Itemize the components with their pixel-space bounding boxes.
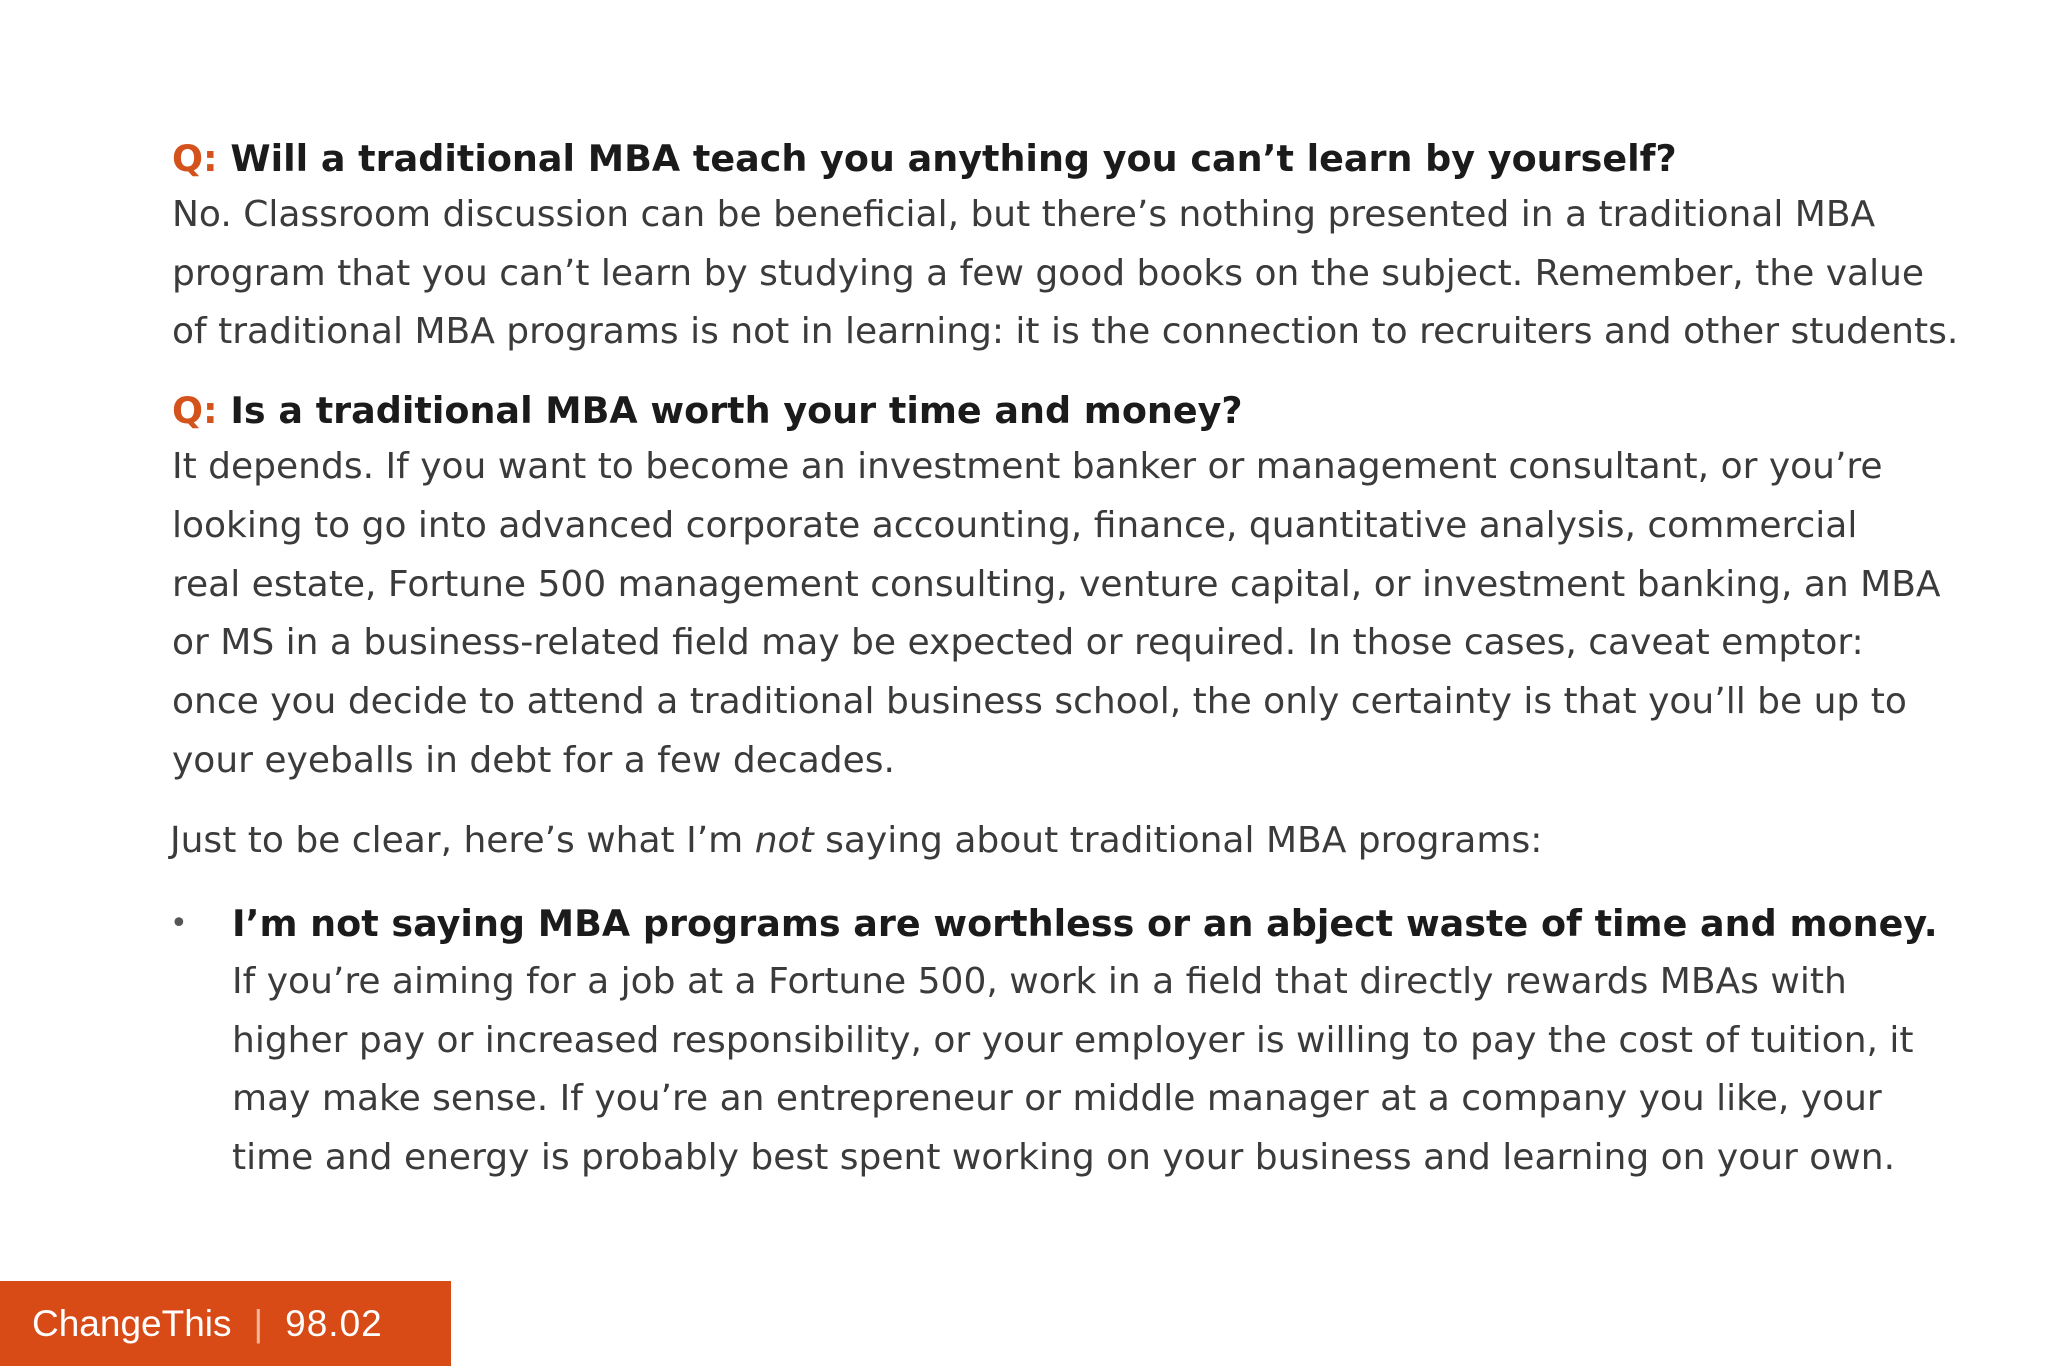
bullet-dot-icon: •	[170, 906, 188, 942]
question-heading	[172, 132, 1892, 186]
answer-line: real estate, Fortune 500 management consulting, venture capital, or investment banking, an MBA	[172, 563, 1941, 605]
footer-issue-number: 98.02	[285, 1302, 383, 1344]
question-prefix: Q:	[172, 389, 218, 433]
bullet-line: time and energy is probably best spent working on your business and learning on your own.	[232, 1137, 1896, 1179]
footer-brand[interactable]: ChangeThis	[32, 1302, 232, 1344]
question-text: Is a traditional MBA worth your time and money?	[230, 389, 1243, 433]
answer-line: No. Classroom discussion can be beneficial, but there’s nothing presented in a traditional MBA	[172, 194, 1876, 235]
answer-line: your eyeballs in debt for a few decades.	[172, 739, 895, 781]
answer-line: It depends. If you want to become an investment banker or management consultant, or you’re	[172, 446, 1883, 488]
bullet-heading: I’m not saying MBA programs are worthless or an abject waste of time and money.	[232, 902, 1938, 946]
clarify-paragraph	[170, 812, 1892, 871]
answer-line: once you decide to attend a traditional business school, the only certainty is that you’ll be up to	[172, 680, 1907, 722]
answer-line: program that you can’t learn by studying a few good books on the subject. Remember, the value	[172, 252, 1925, 294]
qa-block-1	[172, 132, 1959, 362]
answer-line: or MS in a business-related field may be expected or required. In those cases, caveat emptor:	[172, 622, 1864, 664]
document-body	[170, 132, 1959, 1188]
clarify-emphasis: not	[754, 820, 814, 862]
footer-bar	[0, 1281, 451, 1366]
bullet-line: may make sense. If you’re an entrepreneur or middle manager at a company you like, your	[232, 1078, 1882, 1120]
question-text: Will a traditional MBA teach you anything you can’t learn by yourself?	[230, 137, 1677, 180]
answer-line: of traditional MBA programs is not in learning: it is the connection to recruiters and other students.	[172, 311, 1959, 353]
bullet-line: higher pay or increased responsibility, or your employer is willing to pay the cost of tuition, it	[232, 1019, 1914, 1061]
bullet-line: If you’re aiming for a job at a Fortune 500, work in a field that directly rewards MBAs with	[232, 961, 1847, 1003]
clarify-text-after: saying about traditional MBA programs:	[813, 820, 1543, 862]
answer-line: looking to go into advanced corporate accounting, finance, quantitative analysis, commercial	[172, 504, 1858, 546]
clarify-text-before: Just to be clear, here’s what I’m	[170, 820, 755, 862]
question-heading	[172, 384, 1892, 438]
qa-block-2	[172, 384, 1941, 790]
footer-separator: |	[253, 1302, 264, 1344]
question-prefix: Q:	[172, 137, 218, 180]
bullet-item	[170, 895, 1938, 1188]
